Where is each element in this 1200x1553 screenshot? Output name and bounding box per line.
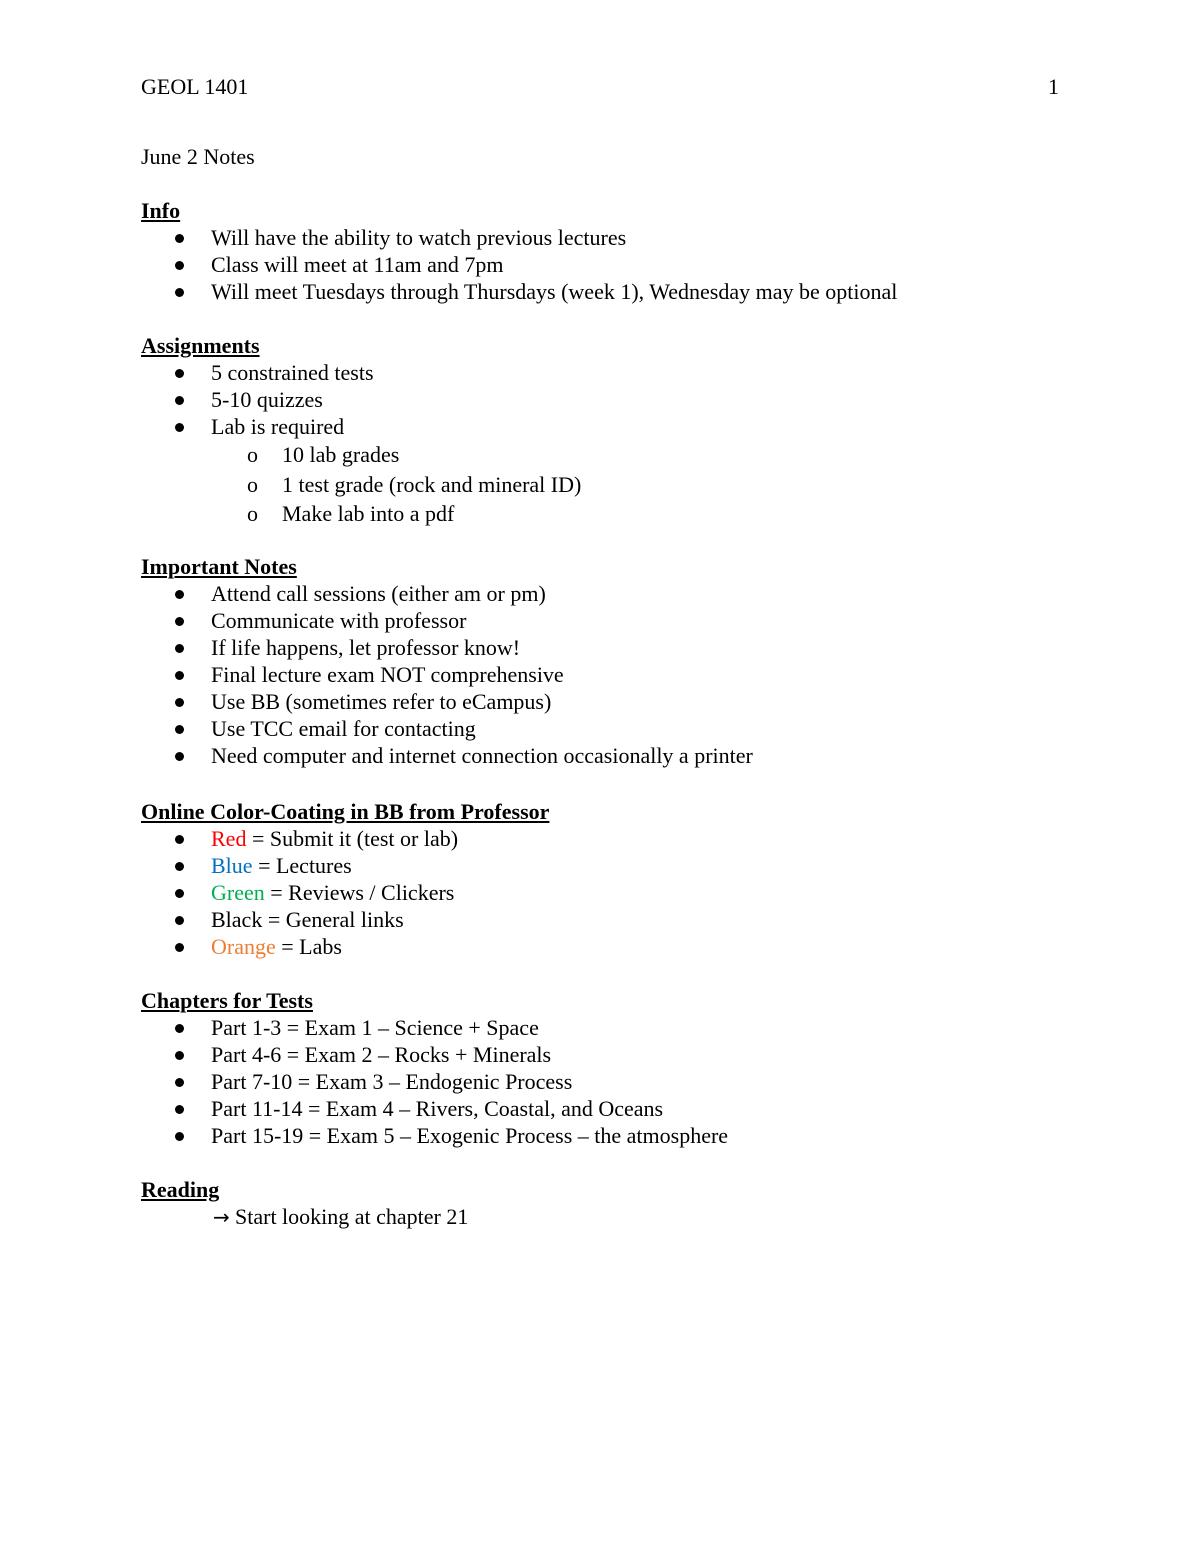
- circle-bullet-icon: o: [247, 471, 258, 497]
- circle-bullet-icon: o: [247, 442, 258, 467]
- list-item: Orange = Labs: [141, 933, 549, 960]
- bullet-icon: [175, 369, 184, 378]
- reading-text: Start looking at chapter 21: [235, 1204, 469, 1229]
- section-assignments: [141, 332, 581, 529]
- info-list: [141, 224, 897, 305]
- list-item: If life happens, let professor know!: [141, 634, 753, 661]
- chapters-list: [141, 1014, 728, 1149]
- section-color-coding: [141, 798, 549, 960]
- bullet-icon: [175, 288, 184, 297]
- list-item: Part 4-6 = Exam 2 – Rocks + Minerals: [141, 1041, 728, 1068]
- bullet-icon: [175, 835, 184, 844]
- list-item: Will have the ability to watch previous lectures: [141, 224, 897, 251]
- list-item: Attend call sessions (either am or pm): [141, 580, 753, 607]
- arrow-right-icon: →: [213, 1205, 230, 1229]
- section-important-notes: [141, 553, 753, 769]
- list-item: Final lecture exam NOT comprehensive: [141, 661, 753, 688]
- section-heading-colors: Online Color-Coating in BB from Professor: [141, 799, 550, 824]
- course-code: GEOL 1401: [141, 74, 249, 99]
- color-word-blue: Blue: [211, 853, 253, 878]
- color-word-red: Red: [211, 826, 247, 851]
- bullet-icon: [175, 698, 184, 707]
- assignments-list: [141, 359, 581, 440]
- list-item: Class will meet at 11am and 7pm: [141, 251, 897, 278]
- list-item: Use TCC email for contacting: [141, 715, 753, 742]
- list-item: Use BB (sometimes refer to eCampus): [141, 688, 753, 715]
- list-item: Blue = Lectures: [141, 852, 549, 879]
- color-word-orange: Orange: [211, 934, 276, 959]
- section-heading-reading: Reading: [141, 1177, 220, 1202]
- section-info: [141, 197, 897, 305]
- list-item: Part 11-14 = Exam 4 – Rivers, Coastal, and Oceans: [141, 1095, 728, 1122]
- bullet-icon: [175, 671, 184, 680]
- bullet-icon: [175, 644, 184, 653]
- list-item: Black = General links: [141, 906, 549, 933]
- page-header: [141, 74, 1059, 102]
- bullet-icon: [175, 590, 184, 599]
- bullet-icon: [175, 943, 184, 952]
- bullet-icon: [175, 1024, 184, 1033]
- color-word-black: Black: [211, 907, 263, 932]
- list-item: Part 1-3 = Exam 1 – Science + Space: [141, 1014, 728, 1041]
- bullet-icon: [175, 916, 184, 925]
- section-heading-important: Important Notes: [141, 554, 297, 579]
- page-number: 1: [1048, 74, 1059, 99]
- list-item: Communicate with professor: [141, 607, 753, 634]
- page-title: June 2 Notes: [141, 144, 255, 169]
- list-item: Need computer and internet connection occasionally a printer: [141, 742, 753, 769]
- bullet-icon: [175, 396, 184, 405]
- list-item: Green = Reviews / Clickers: [141, 879, 549, 906]
- sublist-item: o 1 test grade (rock and mineral ID): [141, 470, 581, 500]
- section-heading-info: Info: [141, 198, 181, 223]
- bullet-icon: [175, 617, 184, 626]
- color-list: [141, 825, 549, 960]
- list-item: Lab is required: [141, 413, 581, 440]
- list-item: Will meet Tuesdays through Thursdays (week 1), Wednesday may be optional: [141, 278, 897, 305]
- bullet-icon: [175, 1078, 184, 1087]
- list-item: 5 constrained tests: [141, 359, 581, 386]
- list-item: 5-10 quizzes: [141, 386, 581, 413]
- section-heading-assignments: Assignments: [141, 333, 260, 358]
- reading-item: [141, 1203, 468, 1230]
- bullet-icon: [175, 261, 184, 270]
- list-item: Part 15-19 = Exam 5 – Exogenic Process – the atmosphere: [141, 1122, 728, 1149]
- sublist-item: o 10 lab grades: [141, 440, 581, 470]
- bullet-icon: [175, 1132, 184, 1141]
- circle-bullet-icon: o: [247, 501, 258, 526]
- list-item: Part 7-10 = Exam 3 – Endogenic Process: [141, 1068, 728, 1095]
- color-word-green: Green: [211, 880, 265, 905]
- section-heading-chapters: Chapters for Tests: [141, 988, 313, 1013]
- bullet-icon: [175, 1105, 184, 1114]
- important-list: [141, 580, 753, 769]
- bullet-icon: [175, 752, 184, 761]
- bullet-icon: [175, 234, 184, 243]
- bullet-icon: [175, 1051, 184, 1060]
- bullet-icon: [175, 725, 184, 734]
- section-reading: [141, 1176, 468, 1230]
- sublist-item: o Make lab into a pdf: [141, 499, 581, 529]
- list-item: Red = Submit it (test or lab): [141, 825, 549, 852]
- lab-sublist: [141, 440, 581, 529]
- bullet-icon: [175, 889, 184, 898]
- bullet-icon: [175, 423, 184, 432]
- section-chapters: [141, 987, 728, 1149]
- bullet-icon: [175, 862, 184, 871]
